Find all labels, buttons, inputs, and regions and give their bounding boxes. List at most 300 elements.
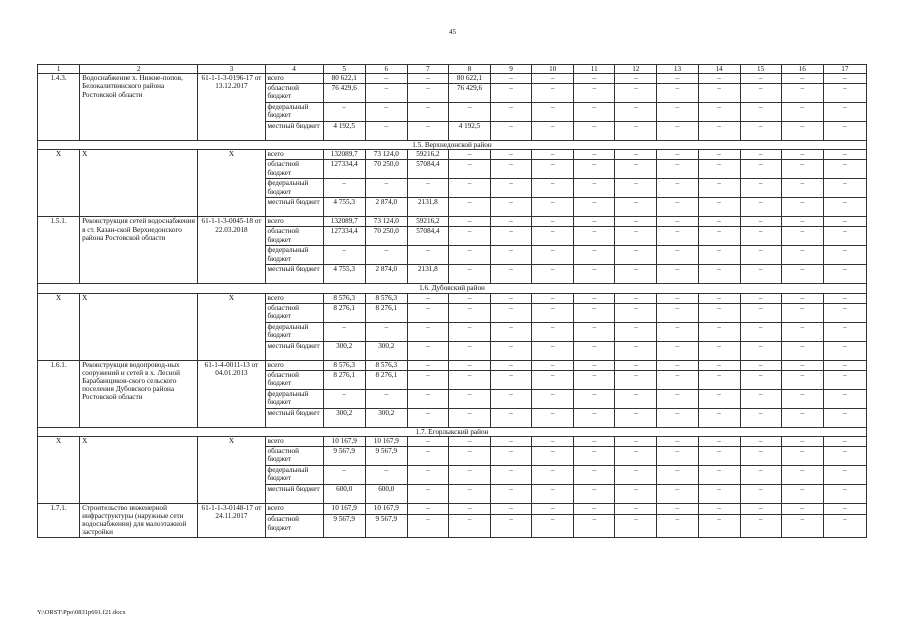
- value-cell-col-7: –: [407, 179, 448, 198]
- value-cell-col-12: –: [615, 408, 657, 427]
- table-body: [38, 65, 867, 538]
- value-cell-col-10: –: [532, 265, 574, 284]
- value-cell-col-17: –: [823, 84, 866, 103]
- value-cell-col-10: –: [532, 322, 574, 341]
- value-cell-col-14: –: [698, 370, 740, 389]
- district-title: 1.6. Дубовский район: [38, 284, 867, 293]
- value-cell-col-17: –: [823, 503, 866, 515]
- value-cell-col-10: –: [532, 293, 574, 303]
- column-number-cell: 17: [823, 65, 866, 74]
- value-cell-col-17: –: [823, 227, 866, 246]
- value-cell-col-9: –: [491, 160, 532, 179]
- value-cell-col-15: –: [740, 150, 781, 160]
- value-cell-col-6: 70 250,0: [365, 160, 407, 179]
- value-cell-col-17: –: [823, 246, 866, 265]
- value-cell-col-12: –: [615, 341, 657, 360]
- value-cell-col-16: –: [781, 341, 823, 360]
- value-cell-col-9: –: [491, 198, 532, 217]
- value-cell-col-6: 9 567,9: [365, 446, 407, 465]
- value-cell-col-5: 76 429,6: [323, 84, 365, 103]
- column-number-cell: 8: [448, 65, 490, 74]
- value-cell-col-17: –: [823, 360, 866, 370]
- value-cell-col-10: –: [532, 122, 574, 141]
- value-cell-col-6: 8 576,3: [365, 360, 407, 370]
- value-cell-col-8: –: [448, 217, 490, 227]
- funding-source-label: областной бюджет: [265, 515, 323, 537]
- value-cell-col-5: 127334,4: [323, 160, 365, 179]
- object-name-cell: Реконструкция сетей водоснабжения в ст. Казан-ской Верхнедонского района Ростовской области: [80, 217, 198, 284]
- value-cell-col-8: –: [448, 408, 490, 427]
- table-row: [38, 217, 867, 227]
- value-cell-col-8: –: [448, 360, 490, 370]
- value-cell-col-7: 2131,8: [407, 265, 448, 284]
- value-cell-col-6: 10 167,9: [365, 436, 407, 446]
- value-cell-col-13: –: [657, 198, 698, 217]
- value-cell-col-8: –: [448, 484, 490, 503]
- value-cell-col-10: –: [532, 436, 574, 446]
- funding-source-label: областной бюджет: [265, 227, 323, 246]
- funding-source-label: местный бюджет: [265, 198, 323, 217]
- district-section-row: [38, 284, 867, 293]
- value-cell-col-9: –: [491, 103, 532, 122]
- value-cell-col-10: –: [532, 389, 574, 408]
- value-cell-col-17: –: [823, 160, 866, 179]
- value-cell-col-8: –: [448, 322, 490, 341]
- funding-source-label: местный бюджет: [265, 484, 323, 503]
- value-cell-col-8: –: [448, 465, 490, 484]
- value-cell-col-5: 300,2: [323, 341, 365, 360]
- column-number-cell: 9: [491, 65, 532, 74]
- value-cell-col-9: –: [491, 150, 532, 160]
- value-cell-col-13: –: [657, 179, 698, 198]
- value-cell-col-15: –: [740, 503, 781, 515]
- value-cell-col-11: –: [574, 265, 615, 284]
- district-title: 1.7. Егорлыкский район: [38, 427, 867, 436]
- value-cell-col-17: –: [823, 179, 866, 198]
- value-cell-col-5: 4 755,3: [323, 198, 365, 217]
- object-name-cell: Строительство инженерной инфраструктуры (наружные сети водоснабжения) для малоэтажной застройки: [80, 503, 198, 537]
- value-cell-col-6: –: [365, 74, 407, 84]
- value-cell-col-12: –: [615, 293, 657, 303]
- value-cell-col-12: –: [615, 179, 657, 198]
- value-cell-col-13: –: [657, 293, 698, 303]
- value-cell-col-11: –: [574, 436, 615, 446]
- value-cell-col-17: –: [823, 198, 866, 217]
- item-number-cell: Х: [38, 436, 80, 503]
- value-cell-col-9: –: [491, 446, 532, 465]
- value-cell-col-5: 9 567,9: [323, 446, 365, 465]
- value-cell-col-12: –: [615, 122, 657, 141]
- value-cell-col-5: –: [323, 465, 365, 484]
- item-number-cell: 1.4.3.: [38, 74, 80, 141]
- value-cell-col-10: –: [532, 179, 574, 198]
- value-cell-col-10: –: [532, 227, 574, 246]
- value-cell-col-16: –: [781, 122, 823, 141]
- funding-source-label: местный бюджет: [265, 341, 323, 360]
- column-number-cell: 16: [781, 65, 823, 74]
- value-cell-col-17: –: [823, 122, 866, 141]
- value-cell-col-13: –: [657, 303, 698, 322]
- page-number: 45: [449, 28, 456, 36]
- value-cell-col-8: 76 429,6: [448, 84, 490, 103]
- column-number-cell: 13: [657, 65, 698, 74]
- value-cell-col-14: –: [698, 341, 740, 360]
- value-cell-col-7: –: [407, 370, 448, 389]
- value-cell-col-13: –: [657, 74, 698, 84]
- value-cell-col-6: –: [365, 246, 407, 265]
- value-cell-col-5: 132089,7: [323, 217, 365, 227]
- value-cell-col-17: –: [823, 341, 866, 360]
- value-cell-col-14: –: [698, 303, 740, 322]
- value-cell-col-5: 300,2: [323, 408, 365, 427]
- value-cell-col-12: –: [615, 360, 657, 370]
- value-cell-col-16: –: [781, 503, 823, 515]
- value-cell-col-17: –: [823, 465, 866, 484]
- value-cell-col-15: –: [740, 408, 781, 427]
- value-cell-col-6: –: [365, 122, 407, 141]
- value-cell-col-9: –: [491, 217, 532, 227]
- column-number-cell: 2: [80, 65, 198, 74]
- value-cell-col-8: –: [448, 198, 490, 217]
- file-path-footer: Y:\ORST\Ppo\0831p691.f21.docx: [37, 609, 126, 616]
- value-cell-col-14: –: [698, 160, 740, 179]
- value-cell-col-12: –: [615, 446, 657, 465]
- value-cell-col-13: –: [657, 150, 698, 160]
- value-cell-col-16: –: [781, 198, 823, 217]
- value-cell-col-11: –: [574, 322, 615, 341]
- value-cell-col-8: –: [448, 446, 490, 465]
- table-row: [38, 360, 867, 370]
- object-name-cell: Х: [80, 150, 198, 217]
- value-cell-col-15: –: [740, 179, 781, 198]
- value-cell-col-6: 9 567,9: [365, 515, 407, 537]
- column-number-cell: 14: [698, 65, 740, 74]
- value-cell-col-8: –: [448, 265, 490, 284]
- value-cell-col-13: –: [657, 341, 698, 360]
- value-cell-col-5: 4 755,3: [323, 265, 365, 284]
- object-code-cell: Х: [198, 293, 265, 360]
- value-cell-col-14: –: [698, 436, 740, 446]
- value-cell-col-6: –: [365, 322, 407, 341]
- value-cell-col-10: –: [532, 84, 574, 103]
- value-cell-col-14: –: [698, 74, 740, 84]
- value-cell-col-15: –: [740, 484, 781, 503]
- value-cell-col-9: –: [491, 293, 532, 303]
- value-cell-col-16: –: [781, 179, 823, 198]
- value-cell-col-6: 73 124,0: [365, 150, 407, 160]
- value-cell-col-16: –: [781, 74, 823, 84]
- value-cell-col-8: –: [448, 227, 490, 246]
- column-number-cell: 11: [574, 65, 615, 74]
- value-cell-col-14: –: [698, 198, 740, 217]
- value-cell-col-12: –: [615, 160, 657, 179]
- district-title: 1.5. Верхнедонской район: [38, 141, 867, 150]
- funding-source-label: всего: [265, 293, 323, 303]
- value-cell-col-8: –: [448, 303, 490, 322]
- value-cell-col-6: 300,2: [365, 341, 407, 360]
- value-cell-col-17: –: [823, 515, 866, 537]
- value-cell-col-16: –: [781, 246, 823, 265]
- value-cell-col-16: –: [781, 360, 823, 370]
- value-cell-col-15: –: [740, 389, 781, 408]
- value-cell-col-10: –: [532, 341, 574, 360]
- value-cell-col-13: –: [657, 84, 698, 103]
- column-number-cell: 5: [323, 65, 365, 74]
- object-code-cell: 61-1-4-0011-13 от 04.01.2013: [198, 360, 265, 427]
- value-cell-col-12: –: [615, 103, 657, 122]
- value-cell-col-7: –: [407, 484, 448, 503]
- value-cell-col-16: –: [781, 265, 823, 284]
- value-cell-col-14: –: [698, 389, 740, 408]
- value-cell-col-11: –: [574, 246, 615, 265]
- value-cell-col-15: –: [740, 246, 781, 265]
- value-cell-col-13: –: [657, 515, 698, 537]
- value-cell-col-9: –: [491, 360, 532, 370]
- value-cell-col-5: 9 567,9: [323, 515, 365, 537]
- value-cell-col-14: –: [698, 484, 740, 503]
- value-cell-col-15: –: [740, 446, 781, 465]
- value-cell-col-15: –: [740, 515, 781, 537]
- value-cell-col-12: –: [615, 303, 657, 322]
- value-cell-col-9: –: [491, 503, 532, 515]
- value-cell-col-13: –: [657, 465, 698, 484]
- value-cell-col-15: –: [740, 103, 781, 122]
- value-cell-col-7: –: [407, 515, 448, 537]
- value-cell-col-8: –: [448, 503, 490, 515]
- value-cell-col-9: –: [491, 484, 532, 503]
- value-cell-col-15: –: [740, 360, 781, 370]
- financing-table: [37, 64, 867, 538]
- value-cell-col-15: –: [740, 198, 781, 217]
- value-cell-col-15: –: [740, 322, 781, 341]
- value-cell-col-16: –: [781, 293, 823, 303]
- value-cell-col-9: –: [491, 515, 532, 537]
- value-cell-col-13: –: [657, 436, 698, 446]
- funding-source-label: областной бюджет: [265, 303, 323, 322]
- funding-source-label: местный бюджет: [265, 265, 323, 284]
- value-cell-col-16: –: [781, 389, 823, 408]
- value-cell-col-9: –: [491, 389, 532, 408]
- value-cell-col-12: –: [615, 265, 657, 284]
- value-cell-col-17: –: [823, 265, 866, 284]
- value-cell-col-11: –: [574, 515, 615, 537]
- value-cell-col-12: –: [615, 484, 657, 503]
- value-cell-col-14: –: [698, 322, 740, 341]
- district-section-row: [38, 141, 867, 150]
- value-cell-col-14: –: [698, 227, 740, 246]
- value-cell-col-6: 300,2: [365, 408, 407, 427]
- value-cell-col-11: –: [574, 198, 615, 217]
- value-cell-col-9: –: [491, 370, 532, 389]
- object-code-cell: 61-1-1-3-0148-17 от 24.11.2017: [198, 503, 265, 537]
- value-cell-col-11: –: [574, 408, 615, 427]
- value-cell-col-5: 10 167,9: [323, 436, 365, 446]
- funding-source-label: местный бюджет: [265, 122, 323, 141]
- value-cell-col-13: –: [657, 246, 698, 265]
- value-cell-col-15: –: [740, 341, 781, 360]
- value-cell-col-8: –: [448, 436, 490, 446]
- value-cell-col-16: –: [781, 84, 823, 103]
- value-cell-col-7: –: [407, 293, 448, 303]
- funding-source-label: федеральный бюджет: [265, 322, 323, 341]
- value-cell-col-8: 80 622,1: [448, 74, 490, 84]
- value-cell-col-5: 127334,4: [323, 227, 365, 246]
- value-cell-col-11: –: [574, 84, 615, 103]
- district-section-row: [38, 427, 867, 436]
- funding-source-label: федеральный бюджет: [265, 103, 323, 122]
- value-cell-col-13: –: [657, 503, 698, 515]
- funding-source-label: всего: [265, 360, 323, 370]
- value-cell-col-12: –: [615, 503, 657, 515]
- value-cell-col-7: –: [407, 446, 448, 465]
- value-cell-col-10: –: [532, 160, 574, 179]
- value-cell-col-10: –: [532, 446, 574, 465]
- value-cell-col-13: –: [657, 360, 698, 370]
- value-cell-col-15: –: [740, 227, 781, 246]
- item-number-cell: 1.7.1.: [38, 503, 80, 537]
- value-cell-col-13: –: [657, 227, 698, 246]
- value-cell-col-9: –: [491, 246, 532, 265]
- value-cell-col-7: 57084,4: [407, 227, 448, 246]
- funding-source-label: местный бюджет: [265, 408, 323, 427]
- value-cell-col-12: –: [615, 198, 657, 217]
- funding-source-label: областной бюджет: [265, 446, 323, 465]
- column-number-cell: 10: [532, 65, 574, 74]
- value-cell-col-12: –: [615, 74, 657, 84]
- value-cell-col-16: –: [781, 322, 823, 341]
- value-cell-col-11: –: [574, 446, 615, 465]
- value-cell-col-6: –: [365, 389, 407, 408]
- value-cell-col-14: –: [698, 503, 740, 515]
- object-code-cell: Х: [198, 150, 265, 217]
- value-cell-col-7: –: [407, 103, 448, 122]
- value-cell-col-5: –: [323, 246, 365, 265]
- value-cell-col-14: –: [698, 217, 740, 227]
- value-cell-col-17: –: [823, 408, 866, 427]
- value-cell-col-17: –: [823, 150, 866, 160]
- value-cell-col-16: –: [781, 160, 823, 179]
- value-cell-col-15: –: [740, 84, 781, 103]
- value-cell-col-14: –: [698, 360, 740, 370]
- value-cell-col-16: –: [781, 217, 823, 227]
- value-cell-col-17: –: [823, 303, 866, 322]
- value-cell-col-10: –: [532, 370, 574, 389]
- value-cell-col-13: –: [657, 484, 698, 503]
- value-cell-col-5: 80 622,1: [323, 74, 365, 84]
- value-cell-col-13: –: [657, 122, 698, 141]
- value-cell-col-5: 8 576,3: [323, 293, 365, 303]
- value-cell-col-11: –: [574, 389, 615, 408]
- value-cell-col-11: –: [574, 341, 615, 360]
- object-name-cell: Х: [80, 436, 198, 503]
- value-cell-col-13: –: [657, 265, 698, 284]
- value-cell-col-9: –: [491, 303, 532, 322]
- funding-source-label: федеральный бюджет: [265, 179, 323, 198]
- value-cell-col-14: –: [698, 122, 740, 141]
- value-cell-col-13: –: [657, 408, 698, 427]
- funding-source-label: всего: [265, 150, 323, 160]
- column-number-cell: 4: [265, 65, 323, 74]
- value-cell-col-15: –: [740, 293, 781, 303]
- value-cell-col-8: –: [448, 160, 490, 179]
- value-cell-col-16: –: [781, 150, 823, 160]
- value-cell-col-7: 2131,8: [407, 198, 448, 217]
- value-cell-col-8: –: [448, 293, 490, 303]
- value-cell-col-6: 10 167,9: [365, 503, 407, 515]
- value-cell-col-5: 10 167,9: [323, 503, 365, 515]
- value-cell-col-5: 600,0: [323, 484, 365, 503]
- value-cell-col-15: –: [740, 122, 781, 141]
- value-cell-col-14: –: [698, 293, 740, 303]
- value-cell-col-12: –: [615, 246, 657, 265]
- value-cell-col-8: –: [448, 150, 490, 160]
- value-cell-col-12: –: [615, 465, 657, 484]
- value-cell-col-15: –: [740, 436, 781, 446]
- value-cell-col-16: –: [781, 408, 823, 427]
- value-cell-col-14: –: [698, 150, 740, 160]
- value-cell-col-14: –: [698, 84, 740, 103]
- value-cell-col-7: 57084,4: [407, 160, 448, 179]
- funding-source-label: всего: [265, 217, 323, 227]
- value-cell-col-11: –: [574, 484, 615, 503]
- value-cell-col-11: –: [574, 103, 615, 122]
- value-cell-col-7: –: [407, 436, 448, 446]
- value-cell-col-11: –: [574, 179, 615, 198]
- value-cell-col-14: –: [698, 446, 740, 465]
- value-cell-col-15: –: [740, 370, 781, 389]
- value-cell-col-6: 8 576,3: [365, 293, 407, 303]
- value-cell-col-7: –: [407, 322, 448, 341]
- value-cell-col-12: –: [615, 515, 657, 537]
- value-cell-col-7: –: [407, 389, 448, 408]
- value-cell-col-14: –: [698, 179, 740, 198]
- value-cell-col-7: 59216,2: [407, 217, 448, 227]
- object-code-cell: 61-1-1-3-0196-17 от 13.12.2017: [198, 74, 265, 141]
- value-cell-col-17: –: [823, 370, 866, 389]
- value-cell-col-8: –: [448, 179, 490, 198]
- funding-source-label: федеральный бюджет: [265, 465, 323, 484]
- value-cell-col-6: 2 874,0: [365, 198, 407, 217]
- value-cell-col-7: –: [407, 74, 448, 84]
- value-cell-col-14: –: [698, 465, 740, 484]
- value-cell-col-11: –: [574, 370, 615, 389]
- column-number-cell: 7: [407, 65, 448, 74]
- value-cell-col-17: –: [823, 293, 866, 303]
- value-cell-col-12: –: [615, 84, 657, 103]
- value-cell-col-9: –: [491, 84, 532, 103]
- value-cell-col-7: –: [407, 246, 448, 265]
- value-cell-col-13: –: [657, 322, 698, 341]
- value-cell-col-7: –: [407, 341, 448, 360]
- value-cell-col-11: –: [574, 503, 615, 515]
- value-cell-col-14: –: [698, 515, 740, 537]
- value-cell-col-17: –: [823, 389, 866, 408]
- value-cell-col-13: –: [657, 370, 698, 389]
- value-cell-col-17: –: [823, 446, 866, 465]
- object-name-cell: Х: [80, 293, 198, 360]
- value-cell-col-7: –: [407, 303, 448, 322]
- value-cell-col-13: –: [657, 389, 698, 408]
- value-cell-col-10: –: [532, 103, 574, 122]
- value-cell-col-9: –: [491, 408, 532, 427]
- table-row: [38, 436, 867, 446]
- value-cell-col-12: –: [615, 436, 657, 446]
- object-code-cell: Х: [198, 436, 265, 503]
- value-cell-col-17: –: [823, 484, 866, 503]
- value-cell-col-14: –: [698, 408, 740, 427]
- value-cell-col-6: –: [365, 179, 407, 198]
- value-cell-col-8: –: [448, 370, 490, 389]
